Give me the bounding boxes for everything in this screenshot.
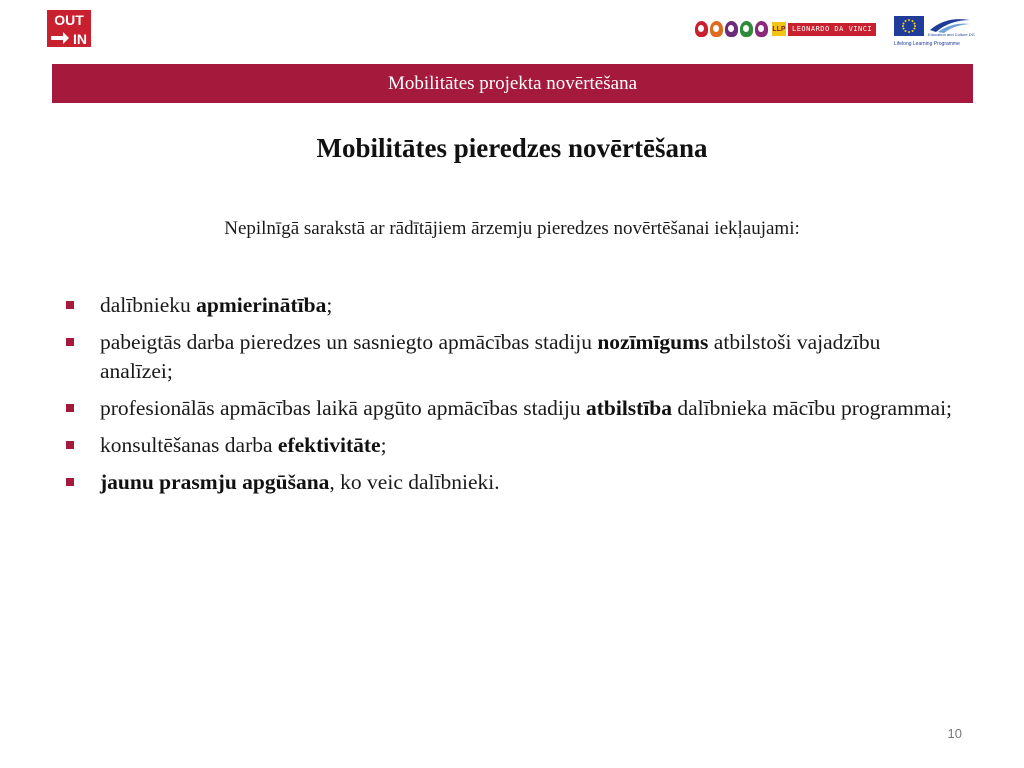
leonardo-da-vinci-logo: [695, 18, 876, 40]
outin-logo-line1: OUT: [54, 12, 84, 28]
banner-title: Mobilitātes projekta novērtēšana: [387, 72, 638, 94]
slide-intro: Nepilnīgā sarakstā ar rādītājiem ārzemju pieredzes novērtēšanai iekļaujami:: [224, 218, 800, 239]
eu-llp-text: Lifelong Learning Programme: [894, 41, 960, 47]
list-item: profesionālās apmācības laikā apgūto apmācības stadiju atbilstība dalībnieka mācību programmai;: [64, 394, 954, 423]
list-item: pabeigtās darba pieredzes un sasniegto apmācības stadiju nozīmīgums atbilstoši vajadzību analīzei;: [64, 328, 954, 386]
ldv-blob-icon: [725, 21, 738, 37]
eu-flag-icon: [894, 16, 924, 36]
outin-logo-line2: IN: [73, 31, 87, 47]
outin-logo: [47, 10, 91, 47]
eu-llp-logo: [894, 14, 978, 50]
llp-swoosh-icon: [928, 14, 972, 34]
ldv-blob-icon: [740, 21, 753, 37]
llp-mark: LLP: [772, 22, 786, 36]
ldv-blob-icon: [755, 21, 768, 37]
ldv-blob-icon: [695, 21, 708, 37]
list-item: dalībnieku apmierinātība;: [64, 291, 954, 320]
slide-banner: [52, 64, 973, 103]
ldv-wordmark: LEONARDO DA VINCI: [788, 23, 876, 36]
slide-heading: Mobilitātes pieredzes novērtēšana: [316, 133, 708, 163]
ldv-blob-icon: [710, 21, 723, 37]
eu-caption: Education and Culture DG: [928, 32, 975, 37]
list-item: konsultēšanas darba efektivitāte;: [64, 431, 954, 460]
list-item: jaunu prasmju apgūšana, ko veic dalībnieki.: [64, 468, 954, 497]
page-number: 10: [947, 726, 962, 741]
indicator-list: [64, 291, 954, 505]
